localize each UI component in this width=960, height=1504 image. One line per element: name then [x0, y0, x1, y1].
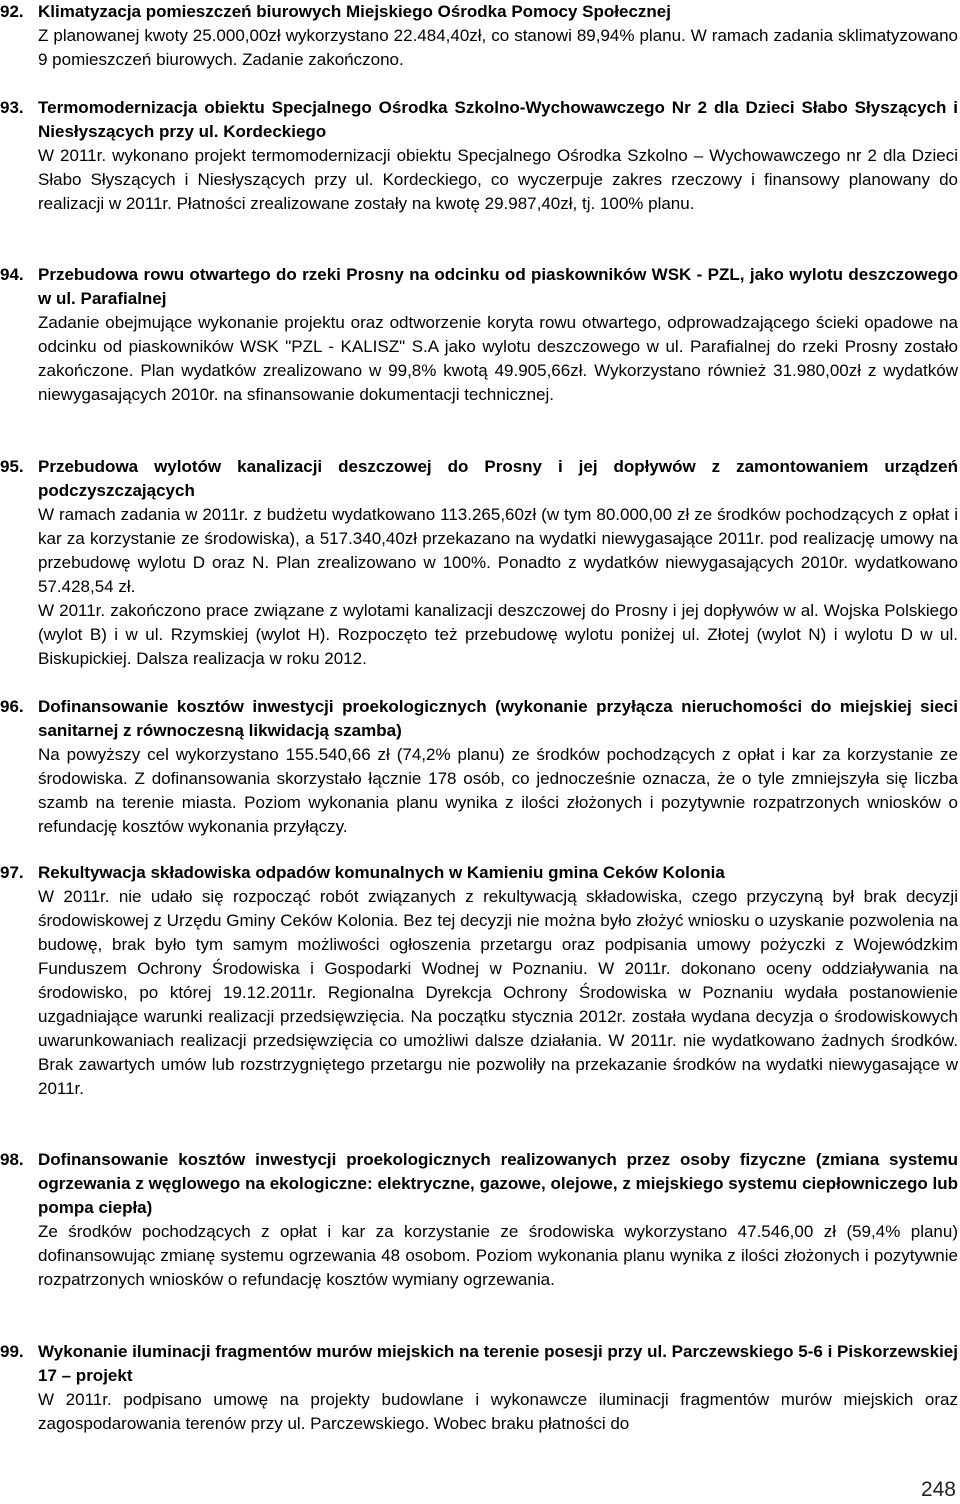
section-body-continued: W 2011r. zakończono prace związane z wylotami kanalizacji deszczowej do Prosny i jej dopływów w al. Wojska Polskiego (wylot B) i w ul. Rzymskiej (wylot H). Rozpoczęto też przebudowę wylotu poniżej ul. Złotej (wylot N) i wylotu D w ul. Biskupickiej. Dalsza realizacja w roku 2012. [38, 601, 958, 668]
section-body: Z planowanej kwoty 25.000,00zł wykorzystano 22.484,40zł, co stanowi 89,94% planu. W ramach zadania sklimatyzowano 9 pomieszczeń biurowych. Zadanie zakończono. [38, 26, 958, 69]
section-number: 93. [0, 98, 24, 117]
page-number: 248 [920, 1478, 956, 1501]
section-body: W 2011r. wykonano projekt termomodernizacji obiektu Specjalnego Ośrodka Szkolno – Wychowawczego nr 2 dla Dzieci Słabo Słyszących i Niesłyszących przy ul. Kordeckiego, co wyczerpuje zakres rzeczowy i finansowy planowany do realizacji w 2011r. Płatności zrealizowane zostały na kwotę 29.987,40zł, tj. 100% planu. [38, 146, 958, 213]
section-title: Przebudowa wylotów kanalizacji deszczowej do Prosny i jej dopływów z zamontowaniem urządzeń podczyszczających [38, 457, 958, 500]
section-number: 92. [0, 2, 24, 21]
section-body: Na powyższy cel wykorzystano 155.540,66 zł (74,2% planu) ze środków pochodzących z opłat i kar za korzystanie ze środowiska. Z dofinansowania skorzystało łącznie 178 osób, co jednocześnie oznacza, że o tyle zmniejszyła się liczba szamb na terenie miasta. Poziom wykonania planu wynika z ilości złożonych i pozytywnie rozpatrzonych wniosków o refundację kosztów wykonania przyłączy. [38, 745, 958, 836]
section-number: 98. [0, 1150, 24, 1169]
section-number: 96. [0, 697, 24, 716]
section-number: 97. [0, 863, 24, 882]
section-title: Termomodernizacja obiektu Specjalnego Ośrodka Szkolno-Wychowawczego Nr 2 dla Dzieci Słabo Słyszących i Niesłyszących przy ul. Kordeckiego [38, 98, 958, 141]
section-title: Dofinansowanie kosztów inwestycji proekologicznych realizowanych przez osoby fizyczne (zmiana systemu ogrzewania z węglowego na ekologiczne: elektryczne, gazowe, olejowe, z miejskiego systemu ciepłowniczego lub pompa ciepła) [38, 1150, 958, 1217]
section-title: Przebudowa rowu otwartego do rzeki Prosny na odcinku od piaskowników WSK - PZL, jako wylotu deszczowego w ul. Parafialnej [38, 265, 958, 308]
section-number: 99. [0, 1342, 24, 1361]
section-body: W 2011r. podpisano umowę na projekty budowlane i wykonawcze iluminacji fragmentów murów miejskich oraz zagospodarowania terenów przy ul. Parczewskiego. Wobec braku płatności do [38, 1390, 958, 1433]
section-title: Dofinansowanie kosztów inwestycji proekologicznych (wykonanie przyłącza nieruchomości do miejskiej sieci sanitarnej z równoczesną likwidacją szamba) [38, 697, 958, 740]
section-number: 95. [0, 457, 24, 476]
section-title: Klimatyzacja pomieszczeń biurowych Miejskiego Ośrodka Pomocy Społecznej [38, 2, 671, 21]
section-number: 94. [0, 265, 24, 284]
section-title: Wykonanie iluminacji fragmentów murów miejskich na terenie posesji przy ul. Parczewskiego 5-6 i Piskorzewskiej 17 – projekt [38, 1342, 958, 1385]
section-body: Zadanie obejmujące wykonanie projektu oraz odtworzenie koryta rowu otwartego, odprowadzającego ścieki opadowe na odcinku od piaskowników WSK "PZL - KALISZ" S.A jako wylotu deszczowego w ul. Parafialnej do rzeki Prosny zostało zakończone. Plan wydatków zrealizowano w 99,8% kwotą 49.905,66zł. Wykorzystano również 31.980,00zł z wydatków niewygasających 2010r. na sfinansowanie dokumentacji technicznej. [38, 313, 958, 404]
section-body: Ze środków pochodzących z opłat i kar za korzystanie ze środowiska wykorzystano 47.546,00 zł (59,4% planu) dofinansowując zmianę systemu ogrzewania 48 osobom. Poziom wykonania planu wynika z ilości złożonych i pozytywnie rozpatrzonych wniosków o refundację kosztów wymiany ogrzewania. [38, 1222, 958, 1289]
section-body: W ramach zadania w 2011r. z budżetu wydatkowano 113.265,60zł (w tym 80.000,00 zł ze środków pochodzących z opłat i kar za korzystanie ze środowiska), a 517.340,40zł przekazano na wydatki niewygasające 2011r. pod realizację umowy na przebudowę wylotu D oraz N. Plan zrealizowano w 100%. Ponadto z wydatków niewygasających 2010r. wydatkowano 57.428,54 zł. [38, 505, 958, 596]
section-body: W 2011r. nie udało się rozpocząć robót związanych z rekultywacją składowiska, czego przyczyną był brak decyzji środowiskowej z Urzędu Gminy Ceków Kolonia. Bez tej decyzji nie można było złożyć wniosku o uzyskanie pozwolenia na budowę, brak było tym samym możliwości ogłoszenia przetargu oraz podpisania umowy pożyczki z Wojewódzkim Funduszem Ochrony Środowiska i Gospodarki Wodnej w Poznaniu. W 2011r. dokonano oceny oddziaływania na środowisko, po której 19.12.2011r. Regionalna Dyrekcja Ochrony Środowiska w Poznaniu wydała postanowienie uzgadniające warunki realizacji przedsięwzięcia. Na początku stycznia 2012r. została wydana decyzja o środowiskowych uwarunkowaniach realizacji przedsięwzięcia co umożliwi dalsze działania. W 2011r. nie wydatkowano żadnych środków. Brak zawartych umów lub rozstrzygniętego przetargu nie pozwoliły na przekazanie środków na wydatki niewygasające w 2011r. [38, 887, 958, 1098]
section-title: Rekultywacja składowiska odpadów komunalnych w Kamieniu gmina Ceków Kolonia [38, 863, 725, 882]
